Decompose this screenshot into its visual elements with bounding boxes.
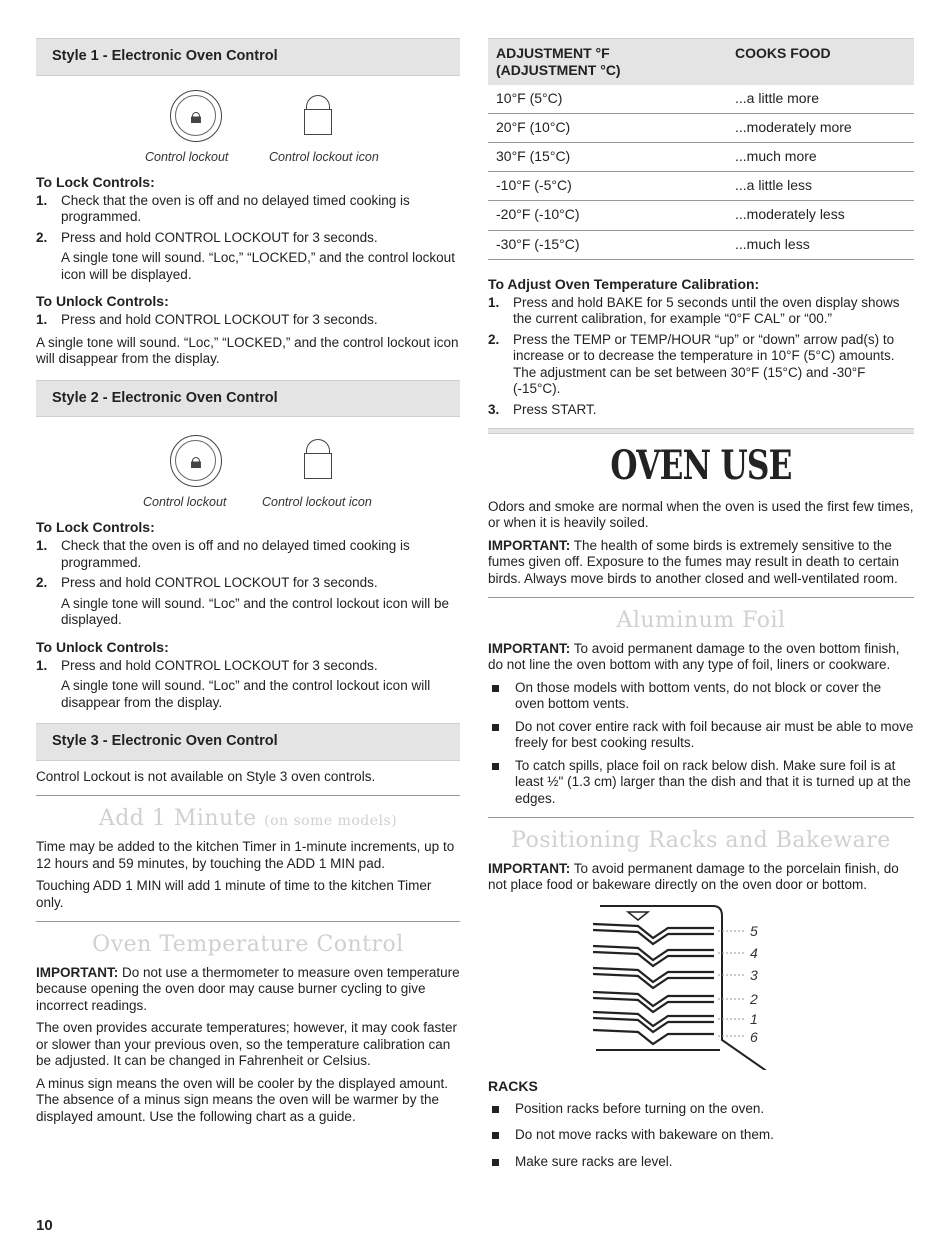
- unlock-steps: [36, 658, 460, 711]
- temp-control-p3: A minus sign means the oven will be cooler by the displayed amount. The absence of a minus sign means the oven will be warmer by the displayed amount. Use the following chart as a guide.: [36, 1075, 448, 1124]
- control-lockout-key-icon: 🔒︎: [170, 435, 222, 487]
- temp-control-heading: Oven Temperature Control: [92, 932, 404, 958]
- rack-label: 2: [750, 990, 758, 1007]
- rack-label: 6: [750, 1028, 758, 1045]
- style2-icons: [36, 417, 460, 510]
- control-lockout-key-icon: 🔒︎: [170, 90, 222, 142]
- rack-label: 3: [750, 966, 758, 983]
- list-item-note: A single tone will sound. “Loc,” “LOCKED,” and the control lockout icon will be displayed.: [61, 250, 455, 282]
- lock-controls-heading: To Lock Controls:: [36, 173, 155, 190]
- cooks-food-cell: ...a little less: [727, 172, 914, 201]
- list-item-note: A single tone will sound. “Loc” and the control lockout icon will disappear from the display.: [61, 678, 431, 710]
- adjustment-cell: -20°F (-10°C): [488, 201, 727, 230]
- page-number: 10: [36, 1217, 53, 1234]
- list-item: Do not cover entire rack with foil because air must be able to move freely for best cooking results.: [488, 719, 914, 752]
- table-header-row: [488, 39, 914, 86]
- list-item: To catch spills, place foil on rack below dish. Make sure foil is at least ½" (1.3 cm) larger than the dish and that it is turned up at the edges.: [488, 758, 914, 807]
- list-item: 1. Press and hold CONTROL LOCKOUT for 3 seconds.: [36, 312, 378, 328]
- right-column: [488, 38, 914, 1176]
- list-item: 1. Check that the oven is off and no delayed timed cooking is programmed.: [36, 192, 410, 225]
- adjustment-cell: 10°F (5°C): [488, 85, 727, 114]
- cooks-food-cell: ...moderately more: [727, 114, 914, 143]
- style3-heading: Style 3 - Electronic Oven Control: [36, 723, 460, 761]
- adjustment-cell: 20°F (10°C): [488, 114, 727, 143]
- table-row: [488, 230, 914, 259]
- racks-bakeware-heading: Positioning Racks and Bakeware: [511, 828, 891, 854]
- unlock-steps: [36, 312, 460, 328]
- foil-heading: Aluminum Foil: [616, 608, 786, 634]
- header-cooks-food: COOKS FOOD: [727, 39, 914, 86]
- table-row: [488, 143, 914, 172]
- list-item: 3. Press START.: [488, 401, 597, 417]
- foil-bullets: [488, 680, 914, 807]
- list-item: Make sure racks are level.: [488, 1154, 914, 1170]
- list-item: 2. Press and hold CONTROL LOCKOUT for 3 seconds.: [36, 229, 378, 245]
- lock-steps: [36, 193, 460, 283]
- table-row: [488, 201, 914, 230]
- section-rule: [488, 428, 914, 434]
- calibration-steps: [488, 295, 914, 418]
- adjustment-cell: 30°F (15°C): [488, 143, 727, 172]
- caption-control-lockout: Control lockout: [145, 149, 229, 164]
- list-item-note: A single tone will sound. “Loc” and the control lockout icon will be displayed.: [61, 595, 449, 628]
- style1-heading: Style 1 - Electronic Oven Control: [36, 38, 460, 76]
- lock-steps: [36, 538, 460, 628]
- caption-control-lockout-icon: Control lockout icon: [269, 149, 379, 164]
- oven-use-important: IMPORTANT: The health of some birds is extremely sensitive to the fumes given off. Exposure to the fumes may result in death to certain birds. Always move birds to another closed and well-ventilated room.: [488, 537, 899, 586]
- padlock-icon: [304, 439, 332, 479]
- adjustment-cell: -10°F (-5°C): [488, 172, 727, 201]
- oven-racks-diagram: [488, 900, 914, 1070]
- rack-label: 4: [750, 944, 758, 961]
- cooks-food-cell: ...a little more: [727, 85, 914, 114]
- divider: [36, 795, 460, 796]
- table-row: [488, 114, 914, 143]
- lock-controls-heading: To Lock Controls:: [36, 519, 155, 536]
- style2-heading: Style 2 - Electronic Oven Control: [36, 380, 460, 418]
- table-row: [488, 85, 914, 114]
- padlock-icon: [304, 95, 332, 135]
- racks-bullets: [488, 1101, 914, 1170]
- oven-use-title: OVEN USE: [610, 441, 792, 489]
- add-minute-heading: Add 1 Minute (on some models): [98, 806, 398, 832]
- cooks-food-cell: ...much less: [727, 230, 914, 259]
- divider: [488, 817, 914, 818]
- square-bullet-icon: [492, 1159, 499, 1166]
- caption-control-lockout-icon: Control lockout icon: [262, 495, 372, 510]
- square-bullet-icon: [492, 724, 499, 731]
- list-item: Position racks before turning on the oven.: [488, 1101, 914, 1117]
- unlock-note: A single tone will sound. “Loc,” “LOCKED,” and the control lockout icon will disappear from the display.: [36, 334, 459, 367]
- square-bullet-icon: [492, 685, 499, 692]
- list-item: 1. Press and hold CONTROL LOCKOUT for 3 seconds.: [36, 657, 378, 673]
- racks-heading: RACKS: [488, 1077, 538, 1094]
- adjustment-cell: -30°F (-15°C): [488, 230, 727, 259]
- temp-control-important: IMPORTANT: Do not use a thermometer to measure oven temperature because opening the oven door may cause burner cycling to give incorrect readings.: [36, 964, 460, 1013]
- cooks-food-cell: ...moderately less: [727, 201, 914, 230]
- divider: [36, 921, 460, 922]
- list-item: 1. Press and hold BAKE for 5 seconds until the oven display shows the current calibration, for example “0°F CAL” or “00.”: [488, 294, 900, 327]
- temp-control-p2: The oven provides accurate temperatures; however, it may cook faster or slower than your previous oven, so the temperature calibration can be adjusted. It can be changed in Fahrenheit or Celsius.: [36, 1020, 457, 1069]
- list-item: 1. Check that the oven is off and no delayed timed cooking is programmed.: [36, 538, 410, 570]
- list-item: On those models with bottom vents, do not block or cover the oven bottom vents.: [488, 680, 914, 713]
- cooks-food-cell: ...much more: [727, 143, 914, 172]
- square-bullet-icon: [492, 1106, 499, 1113]
- unlock-controls-heading: To Unlock Controls:: [36, 293, 169, 310]
- oven-rack-positions-figure: [488, 900, 914, 1070]
- oven-use-p1: Odors and smoke are normal when the oven is used the first few times, or when it is heavily soiled.: [488, 498, 914, 531]
- add-minute-p2: Touching ADD 1 MIN will add 1 minute of time to the kitchen Timer only.: [36, 878, 432, 910]
- divider: [488, 597, 914, 598]
- caption-control-lockout: Control lockout: [143, 495, 227, 510]
- style3-text: Control Lockout is not available on Style 3 oven controls.: [36, 768, 376, 784]
- list-item: 2. Press the TEMP or TEMP/HOUR “up” or “down” arrow pad(s) to increase or to decrease the temperature in 10°F (5°C) amounts. The adjustment can be set between 30°F (15°C) and -30°F (-15°C).: [488, 331, 895, 397]
- list-item: Do not move racks with bakeware on them.: [488, 1127, 914, 1143]
- header-adjustment: ADJUSTMENT °F (ADJUSTMENT °C): [488, 39, 727, 86]
- add-minute-p1: Time may be added to the kitchen Timer in 1-minute increments, up to 12 hours and 59 minutes, by touching the ADD 1 MIN pad.: [36, 839, 455, 871]
- table-row: [488, 172, 914, 201]
- list-item: 2. Press and hold CONTROL LOCKOUT for 3 seconds.: [36, 575, 378, 591]
- racks-important: IMPORTANT: To avoid permanent damage to the porcelain finish, do not place food or bakeware directly on the oven door or bottom.: [488, 861, 899, 893]
- rack-label: 5: [750, 922, 758, 939]
- rack-label: 1: [750, 1010, 758, 1027]
- foil-important: IMPORTANT: To avoid permanent damage to the oven bottom finish, do not line the oven bottom with any type of foil, liners or cookware.: [488, 640, 900, 673]
- style1-icons: [36, 76, 460, 166]
- square-bullet-icon: [492, 1132, 499, 1139]
- left-column: [36, 38, 460, 1131]
- calibration-table: [488, 38, 914, 260]
- calibration-heading: To Adjust Oven Temperature Calibration:: [488, 275, 760, 292]
- unlock-controls-heading: To Unlock Controls:: [36, 638, 169, 655]
- square-bullet-icon: [492, 763, 499, 770]
